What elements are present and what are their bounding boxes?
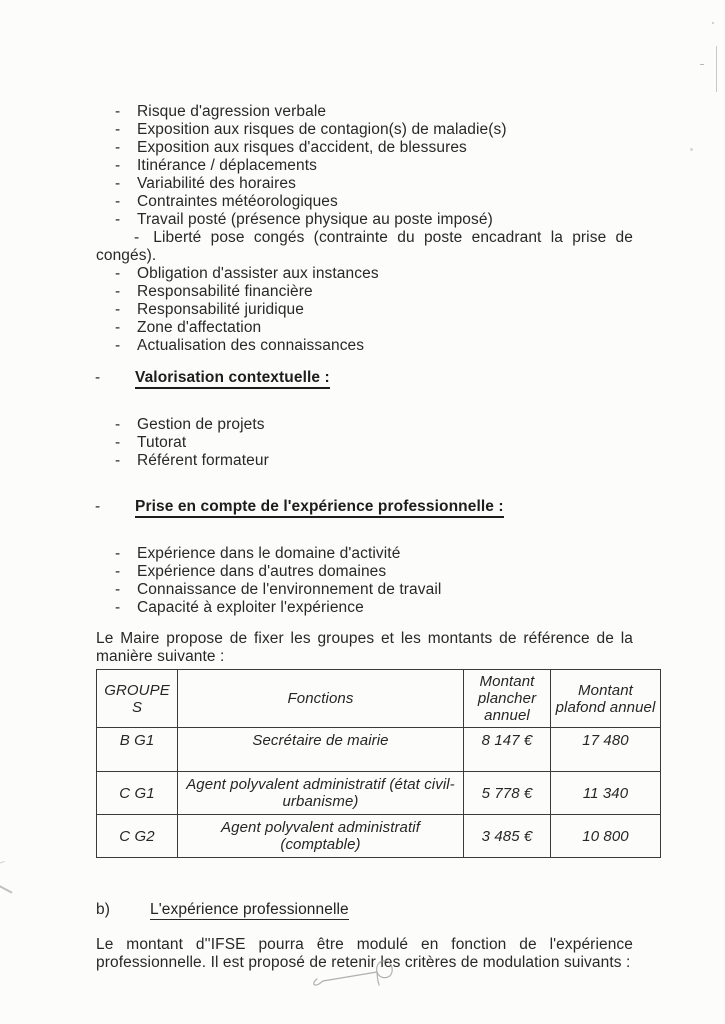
table-row <box>97 728 661 772</box>
dash-marker: - <box>115 337 121 354</box>
list-item-text: Expérience dans le domaine d'activité <box>137 545 401 562</box>
cell-fonction: Secrétaire de mairie <box>178 728 464 772</box>
list-item-text: Responsabilité juridique <box>137 301 304 318</box>
list-item-text: Zone d'affectation <box>137 319 262 336</box>
list-item-text: Risque d'agression verbale <box>137 103 327 120</box>
dash-marker: - <box>115 103 121 120</box>
list-item <box>96 139 633 157</box>
list-item-text: Capacité à exploiter l'expérience <box>137 599 364 616</box>
dash-marker: - <box>115 545 121 562</box>
experience-list <box>96 545 633 617</box>
cell-plancher: 5 778 € <box>464 772 551 815</box>
dash-marker: - <box>115 283 121 300</box>
list-item-text: Responsabilité financière <box>137 283 313 300</box>
handwritten-scribble-mark <box>303 948 415 994</box>
document-content <box>95 103 656 972</box>
dash-marker: - <box>115 563 121 580</box>
list-item <box>96 175 633 193</box>
dash-marker: - <box>115 193 121 210</box>
list-item <box>96 599 633 617</box>
list-item <box>96 545 633 563</box>
list-item <box>96 301 633 319</box>
list-item-text: Référent formateur <box>137 452 269 469</box>
dash-marker: - <box>115 416 121 433</box>
list-item <box>96 193 633 211</box>
table-row <box>97 772 661 815</box>
cell-groupe: B G1 <box>97 728 178 772</box>
dash-marker: - <box>115 301 121 318</box>
dash-marker: - <box>115 211 121 228</box>
scan-speckle <box>712 22 714 24</box>
section-heading-text: Valorisation contextuelle : <box>135 369 330 389</box>
column-header-montant-plancher: Montant plancher annuel <box>464 670 551 728</box>
scan-edge-mark <box>0 884 13 893</box>
list-item-text: Obligation d'assister aux instances <box>137 265 379 282</box>
list-item-text: Exposition aux risques de contagion(s) de maladie(s) <box>137 121 507 138</box>
list-item <box>96 337 633 355</box>
dash-marker: - <box>115 139 121 156</box>
intro-paragraph: Le Maire propose de fixer les groupes et les montants de référence de la manière suivante : <box>96 630 633 665</box>
list-item <box>96 434 633 452</box>
subsection-heading-experience-professionnelle <box>96 900 633 919</box>
list-item <box>96 283 633 301</box>
list-item <box>96 416 633 434</box>
list-item-text: Exposition aux risques d'accident, de blessures <box>137 139 467 156</box>
scan-edge-line <box>716 46 717 92</box>
list-item <box>96 452 633 470</box>
cell-fonction: Agent polyvalent administratif (comptable) <box>178 815 464 858</box>
list-item <box>96 121 633 139</box>
cell-plancher: 8 147 € <box>464 728 551 772</box>
list-item-text: Connaissance de l'environnement de travail <box>137 581 442 598</box>
list-item-text: Gestion de projets <box>137 416 265 433</box>
section-heading-text: Prise en compte de l'expérience professionnelle : <box>135 498 504 518</box>
dash-marker: - <box>95 369 101 386</box>
list-item-text: Liberté pose congés (contrainte du poste encadrant la prise de congés). <box>96 229 633 264</box>
valorisation-list <box>96 416 633 470</box>
dash-marker: - <box>115 581 121 598</box>
dash-marker: - <box>115 434 121 451</box>
dash-marker: - <box>115 599 121 616</box>
dash-marker: - <box>134 229 140 246</box>
final-paragraph: Le montant d''IFSE pourra être modulé en fonction de l'expérience professionnelle. Il est proposé de retenir les critères de modulation suivants : <box>96 936 633 971</box>
table-row <box>97 815 661 858</box>
section-heading-experience-professionnelle <box>96 497 633 516</box>
subsection-label: b) <box>96 901 110 918</box>
cell-plancher: 3 485 € <box>464 815 551 858</box>
list-item <box>96 211 633 229</box>
list-item <box>96 563 633 581</box>
list-item-text: Itinérance / déplacements <box>137 157 317 174</box>
section-heading-valorisation-contextuelle <box>96 368 633 387</box>
list-item <box>96 103 633 121</box>
cell-groupe: C G2 <box>97 815 178 858</box>
column-header-fonctions: Fonctions <box>178 670 464 728</box>
dash-marker: - <box>115 157 121 174</box>
list-item <box>96 265 633 283</box>
cell-plafond: 10 800 <box>551 815 661 858</box>
list-item-text: Actualisation des connaissances <box>137 337 365 354</box>
dash-marker: - <box>115 452 121 469</box>
scan-edge-mark <box>0 861 5 864</box>
cell-fonction: Agent polyvalent administratif (état civil-urbanisme) <box>178 772 464 815</box>
risk-list <box>96 103 633 355</box>
scan-speckle <box>700 64 704 65</box>
list-item <box>96 581 633 599</box>
list-item <box>96 157 633 175</box>
dash-marker: - <box>95 498 101 515</box>
list-item <box>96 319 633 337</box>
list-item-text: Tutorat <box>137 434 187 451</box>
scan-speckle <box>690 148 693 151</box>
column-header-groupes: GROUPES <box>97 670 178 728</box>
list-item <box>96 229 633 265</box>
list-item-text: Contraintes météorologiques <box>137 193 338 210</box>
cell-plafond: 17 480 <box>551 728 661 772</box>
table-header-row <box>97 670 661 728</box>
column-header-montant-plafond: Montant plafond annuel <box>551 670 661 728</box>
cell-groupe: C G1 <box>97 772 178 815</box>
dash-marker: - <box>115 265 121 282</box>
groups-table <box>96 669 661 858</box>
list-item-text: Travail posté (présence physique au poste imposé) <box>137 211 493 228</box>
list-item-text: Expérience dans d'autres domaines <box>137 563 387 580</box>
subsection-heading-text: L'expérience professionnelle <box>150 901 349 918</box>
list-item-text: Variabilité des horaires <box>137 175 296 192</box>
dash-marker: - <box>115 319 121 336</box>
dash-marker: - <box>115 175 121 192</box>
dash-marker: - <box>115 121 121 138</box>
cell-plafond: 11 340 <box>551 772 661 815</box>
